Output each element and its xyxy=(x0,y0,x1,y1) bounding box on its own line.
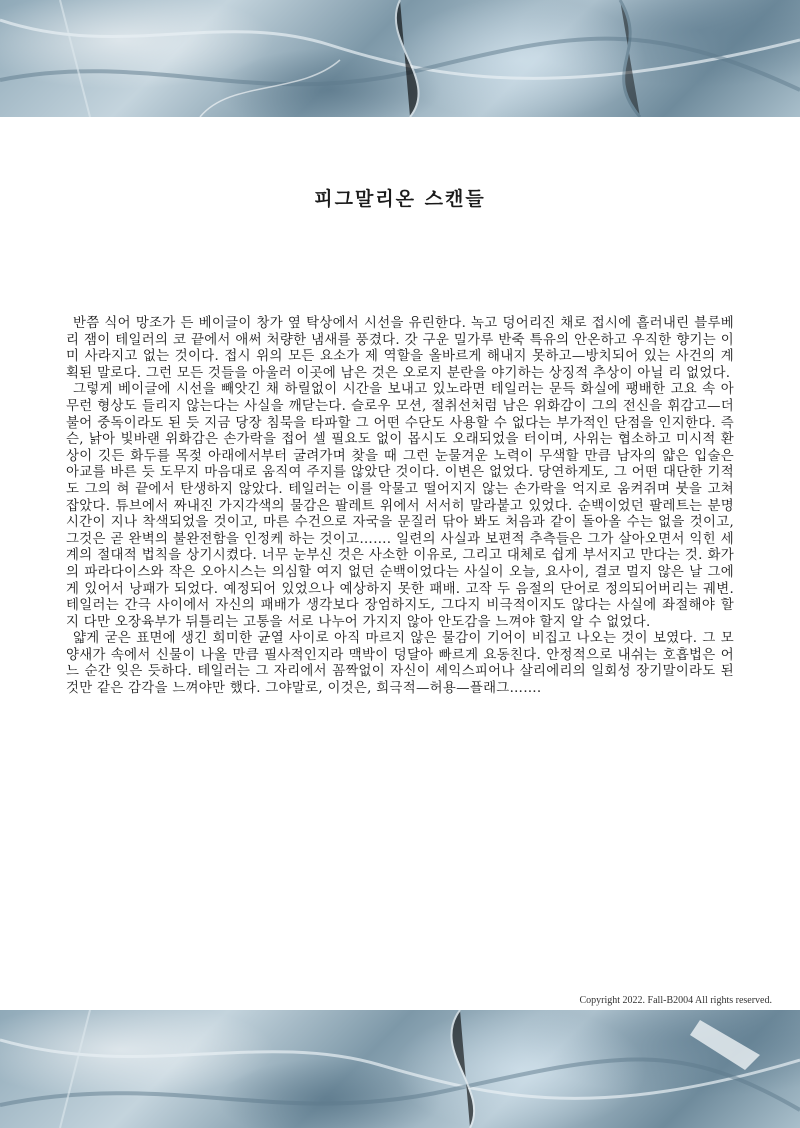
marble-texture-top xyxy=(0,0,800,117)
paragraph-2: 그렇게 베이글에 시선을 빼앗긴 채 하릴없이 시간을 보내고 있노라면 테일러는 문득 화실에 팽배한 고요 속 아무런 형상도 들리지 않는다는 사실을 깨닫는다. 슬로우 모션, 절취선처럼 남은 위화감이 그의 전신을 휘감고—더불어 중독이라도 된 듯 지금 당장 침묵을 타파할 그 어떤 수단도 사용할 수 없다는 부가적인 단점을 인지한다. 즉슨, 낡아 빛바랜 위화감은 손가락을 접어 셀 필요도 없이 몹시도 오래되었을 터이며, 사위는 협소하고 미시적 환상이 깃든 화두를 목젖 아래에서부터 굴려가며 찾을 때 그런 눈물겨운 노력이 무색할 만큼 남자의 얇은 입술은 아교를 바른 듯 도무지 마음대로 움직여 주지를 않았단 것이다. 이변은 없었다. 당연하게도, 그 어떤 대단한 기적도 그의 혀 끝에서 탄생하지 않았다. 테일러는 이를 악물고 떨어지지 않는 손가락을 억지로 움켜쥐며 붓을 고쳐 잡았다. 튜브에서 짜내진 가지각색의 물감은 팔레트 위에서 서서히 말라붙고 있었다. 순백이었던 팔레트는 분명 시간이 지나 착색되었을 것이고, 마른 수건으로 자국을 문질러 닦아 봐도 처음과 같이 돌아올 수는 없을 것이고, 그것은 곧 완벽의 불완전함을 인정케 하는 것이고……. 일련의 사실과 보편적 추측들은 그가 살아오면서 익힌 세계의 절대적 법칙을 상기시켰다. 너무 눈부신 것은 사소한 이유로, 그리고 대체로 쉽게 부서지고 만다는 것. 화가의 파라다이스와 작은 오아시스는 의심할 여지 없던 순백이었다는 사실이 오늘, 요사이, 결코 멀지 않은 날 그에게 있어서 낭패가 되었다. 예정되어 있었으나 예상하지 못한 패배. 고작 두 음절의 단어로 정의되어버리는 궤변. 테일러는 간극 사이에서 자신의 패배가 생각보다 장엄하지도, 그다지 비극적이지도 않다는 사실에 좌절해야 할지 다만 오장육부가 뒤틀리는 고통을 서로 나누어 가지지 않아 안도감을 느껴야 할지 알 수 없었다. xyxy=(66,382,734,630)
marble-texture-bottom xyxy=(0,1010,800,1128)
header-marble-banner xyxy=(0,0,800,117)
copyright-notice: Copyright 2022. Fall-B2004 All rights reserved. xyxy=(579,995,772,1006)
footer-marble-banner xyxy=(0,1010,800,1128)
story-body xyxy=(66,316,734,698)
paragraph-1: 반쯤 식어 망조가 든 베이글이 창가 옆 탁상에서 시선을 유린한다. 녹고 덩어리진 채로 접시에 흘러내린 블루베리 잼이 테일러의 코 끝에서 애써 처량한 냄새를 풍겼다. 갓 구운 밀가루 반죽 특유의 안온하고 우직한 향기는 이미 사라지고 없는 것이다. 접시 위의 모든 요소가 제 역할을 올바르게 해내지 못하고—방치되어 있는 사건의 계획된 말로다. 그런 모든 것들을 아울러 이곳에 남은 것은 오로지 분란을 야기하는 상징적 추상이 아닐 리 없었다. xyxy=(66,316,734,381)
paragraph-3: 얇게 굳은 표면에 생긴 희미한 균열 사이로 아직 마르지 않은 물감이 기어이 비집고 나오는 것이 보였다. 그 모양새가 속에서 신물이 나올 만큼 필사적인지라 맥박이 덩달아 빠르게 요동친다. 안정적으로 내쉬는 호흡법은 어느 순간 잊은 듯하다. 테일러는 그 자리에서 꼼짝없이 자신이 셰익스피어나 살리에리의 일회성 장기말이라도 된 것만 같은 감각을 느껴야만 했다. 그야말로, 이것은, 희극적—허용—플래그……. xyxy=(66,631,734,697)
page-title: 피그말리온 스캔들 xyxy=(314,188,486,210)
